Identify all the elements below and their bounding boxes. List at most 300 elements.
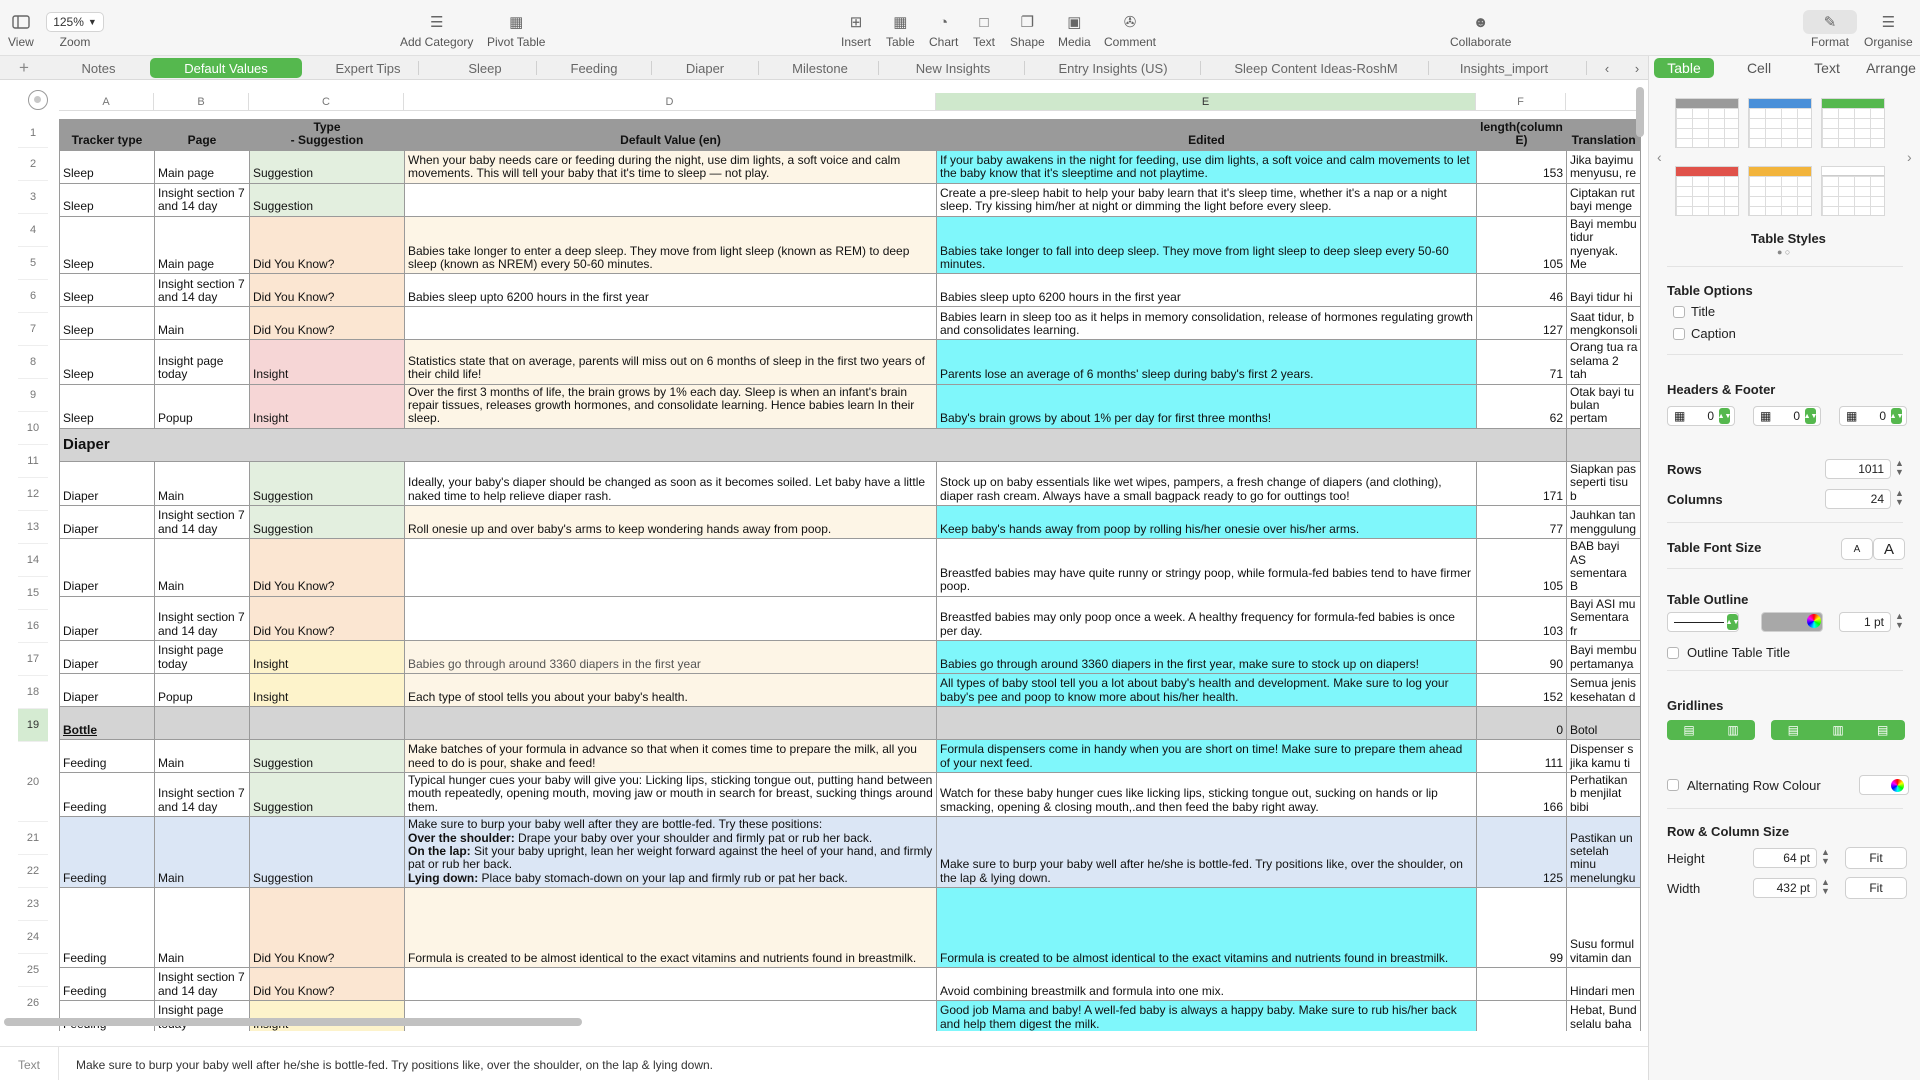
- column-header[interactable]: E: [936, 93, 1476, 111]
- table-cell[interactable]: Suggestion: [250, 183, 405, 216]
- fit-height-button[interactable]: Fit: [1845, 847, 1907, 869]
- table-cell[interactable]: Typical hunger cues your baby will give you: Licking lips, sticking tongue out, putting hand between mouth repeatedly, opening mouth, moving jaw or mouth in search for breast, sucking things around them.: [405, 772, 937, 816]
- zoom-select[interactable]: [46, 12, 104, 32]
- table-cell[interactable]: Create a pre-sleep habit to help your baby learn that it's sleep time, whether it's a nap or a night sleep. Try kissing him/her at night or dimming the light before every sleep.: [937, 183, 1477, 216]
- table-cell[interactable]: Keep baby's hands away from poop by rolling his/her onesie over his/her arms.: [937, 506, 1477, 539]
- table-cell[interactable]: 111: [1477, 739, 1567, 772]
- header-cell[interactable]: Tracker type: [60, 120, 155, 151]
- table-cell[interactable]: Babies learn in sleep too as it helps in memory consolidation, release of hormones regulating growth and consolidates learning.: [937, 307, 1477, 340]
- insert-button[interactable]: [841, 10, 871, 49]
- data-table: [59, 119, 1641, 1031]
- tab-expert-tips[interactable]: Expert Tips: [335, 60, 401, 76]
- table-cell[interactable]: Insight section 7 and 14 day: [155, 968, 250, 1001]
- row-column-size-heading: Row & Column Size: [1667, 824, 1790, 839]
- table-cell[interactable]: Main: [155, 888, 250, 968]
- table-cell[interactable]: 166: [1477, 772, 1567, 816]
- row-header[interactable]: 1: [18, 119, 48, 148]
- table-cell[interactable]: Babies sleep upto 6200 hours in the first year: [937, 274, 1477, 307]
- table-cell[interactable]: Make batches of your formula in advance so that when it comes time to prepare the milk, all you need to do is pour, shake and feed!: [405, 739, 937, 772]
- table-cell[interactable]: Insight: [250, 640, 405, 673]
- sheet-canvas[interactable]: [0, 81, 1648, 1031]
- table-cell[interactable]: 153: [1477, 150, 1567, 183]
- width-field[interactable]: 432 pt: [1753, 878, 1817, 898]
- row-header[interactable]: 21: [18, 822, 48, 855]
- tab-feeding[interactable]: Feeding: [570, 60, 618, 76]
- table-cell[interactable]: [937, 706, 1477, 739]
- tab-new-insights[interactable]: New Insights: [915, 60, 991, 76]
- table-cell[interactable]: [1567, 428, 1641, 461]
- table-cell[interactable]: Diaper: [60, 461, 155, 505]
- table-cell[interactable]: 103: [1477, 596, 1567, 640]
- table-cell[interactable]: [155, 706, 250, 739]
- table-cell[interactable]: [405, 539, 937, 597]
- table-row: [60, 428, 1641, 461]
- paintbrush-icon: ✎: [1803, 10, 1857, 34]
- select-table-handle[interactable]: [28, 90, 48, 110]
- table-cell[interactable]: Insight page: [155, 1001, 250, 1031]
- row-header[interactable]: 7: [18, 313, 48, 346]
- table-cell[interactable]: Bayi membu tidur nyenyak. Me: [1567, 216, 1641, 274]
- table-cell[interactable]: [405, 1001, 937, 1031]
- table-cell[interactable]: Did You Know?: [250, 307, 405, 340]
- table-cell[interactable]: 0: [1477, 706, 1567, 739]
- table-cell[interactable]: [1477, 183, 1567, 216]
- table-cell[interactable]: Insight: [250, 673, 405, 706]
- table-grid: [59, 119, 1641, 1031]
- row-header[interactable]: 14: [18, 544, 48, 577]
- zoom-label: Zoom: [59, 35, 91, 49]
- table-cell[interactable]: Insight page today: [155, 340, 250, 384]
- table-cell[interactable]: [405, 968, 937, 1001]
- table-cell[interactable]: Babies take longer to enter a deep sleep. They move from light sleep (known as REM) to deep sleep (known as NREM) every 50-60 minutes.: [405, 216, 937, 274]
- horizontal-scrollbar[interactable]: [4, 1018, 582, 1026]
- row-header[interactable]: 12: [18, 478, 48, 511]
- table-cell[interactable]: Sleep: [60, 307, 155, 340]
- column-header[interactable]: [1566, 93, 1638, 111]
- table-cell[interactable]: Orang tua ra selama 2 tah: [1567, 340, 1641, 384]
- table-cell[interactable]: Formula is created to be almost identical to the exact vitamins and nutrients found in breastmilk.: [405, 888, 937, 968]
- columns-stepper[interactable]: ▲ ▼: [1895, 488, 1904, 507]
- section-cell[interactable]: Bottle: [60, 706, 155, 739]
- table-cell[interactable]: Popup: [155, 384, 250, 428]
- table-cell[interactable]: Good job Mama and baby! A well-fed baby is always a happy baby. Make sure to rub his/her back and help them digest the milk.: [937, 1001, 1477, 1031]
- zoom-control[interactable]: [46, 10, 104, 49]
- table-cell[interactable]: [250, 1001, 405, 1031]
- row-header[interactable]: 6: [18, 280, 48, 313]
- tab-insights-import[interactable]: Insights_import: [1459, 60, 1549, 76]
- table-cell[interactable]: Sleep: [60, 274, 155, 307]
- table-cell[interactable]: [405, 183, 937, 216]
- table-cell[interactable]: Avoid combining breastmilk and formula into one mix.: [937, 968, 1477, 1001]
- table-cell[interactable]: [405, 307, 937, 340]
- table-cell[interactable]: Hindari men: [1567, 968, 1641, 1001]
- table-cell[interactable]: Susu formul vitamin dan: [1567, 888, 1641, 968]
- table-cell[interactable]: Feeding: [60, 772, 155, 816]
- row-header[interactable]: 22: [18, 855, 48, 888]
- column-header[interactable]: C: [249, 93, 404, 111]
- table-cell[interactable]: Semua jenis kesehatan d: [1567, 673, 1641, 706]
- view-button[interactable]: [8, 10, 34, 49]
- column-header[interactable]: A: [59, 93, 154, 111]
- table-cell[interactable]: 71: [1477, 340, 1567, 384]
- outline-style-stepper[interactable]: ▲▼: [1727, 614, 1738, 630]
- table-style-1[interactable]: [1675, 98, 1739, 148]
- footer-rows-stepper[interactable]: ▲▼: [1891, 408, 1902, 424]
- page-dots: ● ○: [1777, 247, 1791, 257]
- status-label: Text: [18, 1058, 41, 1072]
- gridlines-header-buttons[interactable]: [1771, 720, 1905, 740]
- inspector-tab-table[interactable]: Table: [1654, 58, 1714, 78]
- table-cell[interactable]: 127: [1477, 307, 1567, 340]
- width-stepper[interactable]: ▲ ▼: [1821, 877, 1830, 896]
- sidebar-icon: [12, 10, 30, 34]
- section-cell[interactable]: Diaper: [60, 428, 1567, 461]
- table-options-heading: Table Options: [1667, 283, 1753, 298]
- table-cell[interactable]: Did You Know?: [250, 596, 405, 640]
- alternating-row-checkbox[interactable]: [1667, 779, 1679, 791]
- table-cell[interactable]: [1477, 968, 1567, 1001]
- header-cell[interactable]: Type - Suggestion: [250, 120, 405, 151]
- table-cell[interactable]: Diaper: [60, 539, 155, 597]
- table-cell[interactable]: Diaper: [60, 640, 155, 673]
- table-icon: ▦: [893, 14, 908, 31]
- organise-label: Organise: [1864, 35, 1913, 49]
- table-cell[interactable]: 105: [1477, 539, 1567, 597]
- table-cell[interactable]: Main page: [155, 150, 250, 183]
- table-cell[interactable]: Stock up on baby essentials like wet wipes, pampers, a fresh change of diapers (and clothing), diaper rash cream. Always have a small bagpack ready to go for outtings too!: [937, 461, 1477, 505]
- table-cell[interactable]: Diaper: [60, 673, 155, 706]
- header-cell[interactable]: length(column E): [1477, 120, 1567, 151]
- table-cell[interactable]: Bayi tidur hi: [1567, 274, 1641, 307]
- table-style-4[interactable]: [1675, 166, 1739, 216]
- table-row: [60, 596, 1641, 640]
- table-cell[interactable]: Babies take longer to fall into deep sleep. They move from light sleep to deep sleep every 50-60 minutes.: [937, 216, 1477, 274]
- height-label: Height: [1667, 851, 1705, 866]
- table-cell[interactable]: Insight section 7 and 14 day: [155, 772, 250, 816]
- table-cell[interactable]: Diaper: [60, 596, 155, 640]
- table-cell[interactable]: [250, 706, 405, 739]
- table-cell[interactable]: Insight page today: [155, 640, 250, 673]
- table-row: [60, 539, 1641, 597]
- tab-sleep[interactable]: Sleep: [468, 60, 502, 76]
- header-cell[interactable]: Edited: [937, 120, 1477, 151]
- add-sheet-button[interactable]: +: [19, 58, 29, 77]
- table-row: [60, 1001, 1641, 1031]
- table-cell[interactable]: [405, 817, 937, 888]
- table-cell[interactable]: Diaper: [60, 506, 155, 539]
- table-cell[interactable]: 105: [1477, 216, 1567, 274]
- table-cell[interactable]: 152: [1477, 673, 1567, 706]
- table-cell[interactable]: Watch for these baby hunger cues like licking lips, sticking tongue out, sucking on hands or lip smacking, opening & closing mouth,.and then feed the baby right away.: [937, 772, 1477, 816]
- table-cell[interactable]: Insight section 7 and 14 day: [155, 596, 250, 640]
- chevron-left-icon[interactable]: ‹: [1604, 60, 1610, 76]
- rows-label: Rows: [1667, 462, 1702, 477]
- header-col-gridlines-icon[interactable]: ▥: [1832, 723, 1844, 737]
- row-header[interactable]: 19: [18, 709, 48, 742]
- table-cell[interactable]: Sleep: [60, 384, 155, 428]
- color-picker-icon[interactable]: [1807, 614, 1821, 628]
- table-cell[interactable]: Hebat, Bund selalu baha: [1567, 1001, 1641, 1031]
- table-cell[interactable]: Roll onesie up and over baby's arms to keep wondering hands away from poop.: [405, 506, 937, 539]
- tab-entry-insights-us[interactable]: Entry Insights (US): [1058, 60, 1168, 76]
- row-header[interactable]: 25: [18, 954, 48, 987]
- row-header[interactable]: 18: [18, 676, 48, 709]
- table-cell[interactable]: 77: [1477, 506, 1567, 539]
- table-cell[interactable]: Formula is created to be almost identical to the exact vitamins and nutrients found in breastmilk.: [937, 888, 1477, 968]
- table-row: [60, 706, 1641, 739]
- header-cell[interactable]: Translation: [1567, 120, 1641, 151]
- table-cell[interactable]: Popup: [155, 673, 250, 706]
- table-cell[interactable]: Bayi ASI mu Sementara fr: [1567, 596, 1641, 640]
- table-cell[interactable]: Perhatikan b menjilat bibi: [1567, 772, 1641, 816]
- table-cell[interactable]: Insight section 7 and 14 day: [155, 183, 250, 216]
- row-header[interactable]: 9: [18, 379, 48, 412]
- table-cell[interactable]: Ideally, your baby's diaper should be changed as soon as it becomes soiled. Let baby have a little naked time to help relieve diaper rash.: [405, 461, 937, 505]
- table-cell[interactable]: Breastfed babies may only poop once a week. A healthy frequency for formula-fed babies is once per day.: [937, 596, 1477, 640]
- media-label: Media: [1058, 35, 1091, 49]
- organise-icon: ☰: [1881, 14, 1896, 31]
- row-header[interactable]: 13: [18, 511, 48, 544]
- cell-content-preview[interactable]: Make sure to burp your baby well after he/she is bottle-fed. Try positions like, over the shoulder, on the lap & lying down.: [76, 1058, 714, 1072]
- tab-notes[interactable]: Notes: [81, 60, 116, 76]
- table-cell[interactable]: Saat tidur, b mengkonsoli: [1567, 307, 1641, 340]
- color-picker-icon: [1891, 779, 1904, 792]
- chevron-down-icon: ▼: [87, 17, 97, 27]
- table-cell[interactable]: Suggestion: [250, 461, 405, 505]
- table-cell[interactable]: Suggestion: [250, 739, 405, 772]
- table-cell[interactable]: Suggestion: [250, 817, 405, 888]
- rows-field[interactable]: 1011: [1825, 459, 1891, 479]
- table-cell[interactable]: Sleep: [60, 216, 155, 274]
- table-cell[interactable]: [60, 1001, 155, 1031]
- table-cell[interactable]: Main: [155, 307, 250, 340]
- table-cell[interactable]: 46: [1477, 274, 1567, 307]
- vertical-gridlines-icon[interactable]: ▥: [1727, 723, 1739, 737]
- text-button[interactable]: [973, 10, 995, 49]
- vertical-scrollbar[interactable]: [1636, 87, 1644, 137]
- row-header[interactable]: 2: [18, 148, 48, 181]
- table-cell[interactable]: 62: [1477, 384, 1567, 428]
- header-rows-value: 0: [1707, 409, 1714, 423]
- header-rows-stepper[interactable]: ▲▼: [1719, 408, 1730, 424]
- header-row-gridlines-icon[interactable]: ▤: [1787, 723, 1799, 737]
- table-cell[interactable]: Feeding: [60, 888, 155, 968]
- row-header[interactable]: 10: [18, 412, 48, 445]
- table-cell[interactable]: Ciptakan rut bayi menge: [1567, 183, 1641, 216]
- table-header-row: [60, 120, 1641, 151]
- table-cell[interactable]: Suggestion: [250, 772, 405, 816]
- table-cell[interactable]: Main: [155, 461, 250, 505]
- table-button[interactable]: [886, 10, 915, 49]
- pivot-table-button[interactable]: [487, 10, 545, 49]
- footer-rows-icon: ▦: [1846, 409, 1858, 423]
- table-cell[interactable]: Sleep: [60, 150, 155, 183]
- table-cell[interactable]: Main: [155, 539, 250, 597]
- table-cell[interactable]: Pastikan un setelah minu menelungku: [1567, 817, 1641, 888]
- table-cell[interactable]: Main page: [155, 216, 250, 274]
- table-cell[interactable]: Babies go through around 3360 diapers in the first year, make sure to stock up on diapers!: [937, 640, 1477, 673]
- table-style-5[interactable]: [1748, 166, 1812, 216]
- table-cell[interactable]: Each type of stool tells you about your baby's health.: [405, 673, 937, 706]
- column-header[interactable]: D: [404, 93, 936, 111]
- height-stepper[interactable]: ▲ ▼: [1821, 847, 1830, 866]
- table-cell[interactable]: 99: [1477, 888, 1567, 968]
- increase-font-button[interactable]: A: [1873, 538, 1905, 560]
- row-header[interactable]: 24: [18, 921, 48, 954]
- text-box-icon: □: [979, 13, 989, 31]
- table-cell[interactable]: Suggestion: [250, 506, 405, 539]
- chart-icon: ◔: [939, 13, 949, 31]
- shape-button[interactable]: [1010, 10, 1045, 49]
- styles-next-icon[interactable]: ›: [1907, 149, 1912, 165]
- row-header[interactable]: 3: [18, 181, 48, 214]
- table-row: [60, 506, 1641, 539]
- table-cell[interactable]: Did You Know?: [250, 274, 405, 307]
- table-cell[interactable]: Over the first 3 months of life, the brain grows by 1% each day. Sleep is when an infant's brain repair tissues, releases growth hormones, and consolidate learning. Hence babies learn In their sleep.: [405, 384, 937, 428]
- table-cell[interactable]: Feeding: [60, 968, 155, 1001]
- header-rows-icon: ▦: [1674, 409, 1686, 423]
- table-cell[interactable]: Sleep: [60, 183, 155, 216]
- table-cell[interactable]: Did You Know?: [250, 888, 405, 968]
- tab-sleep-content-ideas[interactable]: Sleep Content Ideas-RoshM: [1234, 60, 1398, 76]
- column-header[interactable]: B: [154, 93, 249, 111]
- column-header[interactable]: F: [1476, 93, 1566, 111]
- gridlines-body-buttons[interactable]: [1667, 720, 1755, 740]
- table-cell[interactable]: Babies sleep upto 6200 hours in the first year: [405, 274, 937, 307]
- table-cell[interactable]: Otak bayi tu bulan pertam: [1567, 384, 1641, 428]
- row-header[interactable]: 17: [18, 643, 48, 676]
- table-style-6[interactable]: [1821, 166, 1885, 216]
- table-cell[interactable]: Breastfed babies may have quite runny or stringy poop, while formula-fed babies tend to have firmer poop.: [937, 539, 1477, 597]
- table-cell[interactable]: Feeding: [60, 739, 155, 772]
- table-cell[interactable]: Bayi membu pertamanya: [1567, 640, 1641, 673]
- caption-checkbox[interactable]: [1673, 328, 1685, 340]
- table-row: [60, 384, 1641, 428]
- table-styles-label: Table Styles: [1751, 231, 1826, 246]
- table-cell[interactable]: Main: [155, 817, 250, 888]
- table-cell[interactable]: BAB bayi AS sementara B: [1567, 539, 1641, 597]
- rows-stepper[interactable]: ▲ ▼: [1895, 458, 1904, 477]
- horizontal-gridlines-icon[interactable]: ▤: [1683, 723, 1695, 737]
- table-cell[interactable]: [1477, 1001, 1567, 1031]
- table-cell[interactable]: Did You Know?: [250, 968, 405, 1001]
- table-cell[interactable]: Babies go through around 3360 diapers in the first year: [405, 640, 937, 673]
- styles-prev-icon[interactable]: ‹: [1657, 149, 1662, 165]
- columns-field[interactable]: 24: [1825, 489, 1891, 509]
- tab-default-values[interactable]: Default Values: [150, 58, 302, 78]
- add-category-button[interactable]: [400, 10, 473, 49]
- row-header[interactable]: 4: [18, 214, 48, 247]
- height-field[interactable]: 64 pt: [1753, 848, 1817, 868]
- table-cell[interactable]: Sleep: [60, 340, 155, 384]
- table-cell[interactable]: If your baby awakens in the night for feeding, use dim lights, a soft voice and calm movements to let the baby know that it's sleeptime and not playtime.: [937, 150, 1477, 183]
- row-header[interactable]: 8: [18, 346, 48, 379]
- footer-gridlines-icon[interactable]: ▤: [1876, 723, 1889, 737]
- table-cell[interactable]: Parents lose an average of 6 months' sleep during baby's first 2 years.: [937, 340, 1477, 384]
- sheet-tab-bar: [0, 56, 1650, 80]
- inspector-tab-text[interactable]: Text: [1814, 60, 1840, 76]
- row-header[interactable]: 15: [18, 577, 48, 610]
- table-cell[interactable]: 125: [1477, 817, 1567, 888]
- alternating-row-label: Alternating Row Colour: [1687, 778, 1821, 793]
- tab-diaper[interactable]: Diaper: [685, 60, 725, 76]
- fit-width-button[interactable]: Fit: [1845, 877, 1907, 899]
- table-cell[interactable]: Suggestion: [250, 150, 405, 183]
- outline-table-title-checkbox[interactable]: [1667, 647, 1679, 659]
- table-cell[interactable]: [405, 596, 937, 640]
- table-cell[interactable]: Botol: [1567, 706, 1641, 739]
- header-cell[interactable]: Default Value (en): [405, 120, 937, 151]
- outline-width-field[interactable]: 1 pt: [1839, 612, 1891, 632]
- table-row: [60, 739, 1641, 772]
- row-header[interactable]: 11: [18, 445, 48, 478]
- collaborate-button[interactable]: [1450, 10, 1511, 49]
- format-button[interactable]: [1803, 10, 1857, 49]
- title-checkbox[interactable]: [1673, 306, 1685, 318]
- header-cell[interactable]: Page: [155, 120, 250, 151]
- alternating-row-color-well[interactable]: [1859, 775, 1909, 795]
- table-cell[interactable]: 90: [1477, 640, 1567, 673]
- table-style-3[interactable]: [1821, 98, 1885, 148]
- table-cell[interactable]: Main: [155, 739, 250, 772]
- media-button[interactable]: [1058, 10, 1091, 49]
- table-cell[interactable]: Insight: [250, 340, 405, 384]
- table-cell[interactable]: All types of baby stool tell you a lot about baby's health and development. Make sure to log your baby's pee and poop to know more about his/her health.: [937, 673, 1477, 706]
- chart-button[interactable]: [929, 10, 958, 49]
- row-header[interactable]: 20: [18, 742, 48, 822]
- outline-width-stepper[interactable]: ▲ ▼: [1895, 611, 1904, 630]
- footer-rows-value: 0: [1879, 409, 1886, 423]
- header-cols-stepper[interactable]: ▲▼: [1805, 408, 1816, 424]
- table-cell[interactable]: 171: [1477, 461, 1567, 505]
- table-cell[interactable]: Jauhkan tan menggulung: [1567, 506, 1641, 539]
- table-cell[interactable]: Siapkan pas seperti tisu b: [1567, 461, 1641, 505]
- table-cell[interactable]: Baby's brain grows by about 1% per day for first three months!: [937, 384, 1477, 428]
- table-cell[interactable]: Jika bayimu menyusu, re: [1567, 150, 1641, 183]
- row-header[interactable]: 5: [18, 247, 48, 280]
- table-cell[interactable]: Insight section 7 and 14 day: [155, 506, 250, 539]
- table-cell[interactable]: Formula dispensers come in handy when you are short on time! Make sure to prepare them ahead of your next feed.: [937, 739, 1477, 772]
- organise-button[interactable]: [1864, 10, 1913, 49]
- table-cell[interactable]: Feeding: [60, 817, 155, 888]
- decrease-font-button[interactable]: A: [1841, 538, 1873, 560]
- row-header[interactable]: 16: [18, 610, 48, 643]
- table-cell[interactable]: Did You Know?: [250, 539, 405, 597]
- row-header[interactable]: 26: [18, 987, 48, 1020]
- table-cell[interactable]: Insight section 7 and 14 day: [155, 274, 250, 307]
- table-outline-heading: Table Outline: [1667, 592, 1749, 607]
- table-font-size-label: Table Font Size: [1667, 540, 1762, 555]
- comment-icon: ✇: [1123, 14, 1137, 31]
- toolbar: [0, 0, 1920, 56]
- inspector-tab-arrange[interactable]: Arrange: [1866, 60, 1916, 76]
- table-cell[interactable]: Make sure to burp your baby well after he/she is bottle-fed. Try positions like, over the shoulder, on the lap & lying down.: [937, 817, 1477, 888]
- table-cell[interactable]: When your baby needs care or feeding during the night, use dim lights, a soft voice and calm movements. This will tell your baby that it's time to sleep — not play.: [405, 150, 937, 183]
- table-cell[interactable]: [405, 706, 937, 739]
- table-cell[interactable]: Statistics state that on average, parents will miss out on 6 months of sleep in the first two years of their child life!: [405, 340, 937, 384]
- tab-milestone[interactable]: Milestone: [792, 60, 848, 76]
- table-cell[interactable]: Dispenser s jika kamu ti: [1567, 739, 1641, 772]
- table-cell[interactable]: Did You Know?: [250, 216, 405, 274]
- row-header[interactable]: 23: [18, 888, 48, 921]
- inspector-tab-cell[interactable]: Cell: [1746, 60, 1772, 76]
- table-cell[interactable]: Insight: [250, 384, 405, 428]
- view-label: View: [8, 35, 34, 49]
- comment-button[interactable]: [1104, 10, 1156, 49]
- chevron-right-icon[interactable]: ›: [1634, 60, 1640, 76]
- collaborate-icon: ☻: [1472, 13, 1489, 31]
- table-style-2[interactable]: [1748, 98, 1812, 148]
